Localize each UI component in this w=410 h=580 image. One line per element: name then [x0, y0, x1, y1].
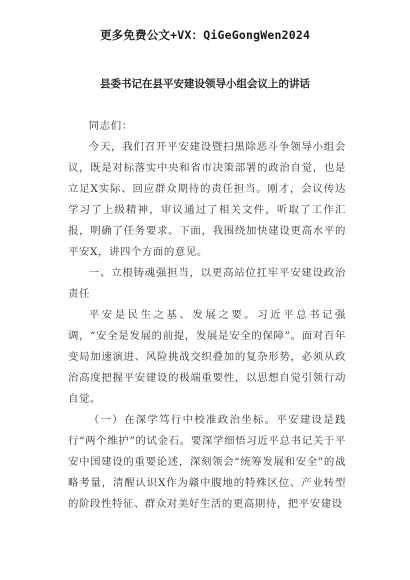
document-body: [68, 116, 346, 515]
section-heading: 一、立根铸魂强担当，以更高站位扛牢平安建设政治责任: [68, 267, 346, 300]
document-title: 县委书记在县平安建设领导小组会议上的讲话: [100, 78, 310, 90]
salutation: 同志们：: [88, 120, 133, 132]
body-paragraph: 今天，我们召开平安建设暨扫黑除恶斗争领导小组会议，既是对标落实中央和省市决策部署的政治自觉，也是立足X实际、回应群众期待的责任担当。刚才，会议传达学习了上级精神，审议通过了相关文件，听取了工作汇报，明确了任务要求。下面，我围绕加快建设更高水平的平安X，讲四个方面的意见。: [68, 141, 346, 258]
promo-banner: 更多免费公文+VX：QiGeGongWen2024: [99, 28, 311, 42]
body-paragraph: （一）在深学笃行中校准政治坐标。平安建设是践行“两个维护”的试金石。要深学细悟习近平总书记关于平安中国建设的重要论述，深刻领会“统筹发展和安全”的战略考量，清醒认识X作为赣中腹地的特殊区位、产业转型的阶段性特征、群众对美好生活的更高期待，把平安建设: [68, 414, 346, 510]
body-paragraph: 平安是民生之基、发展之要。习近平总书记强调，“安全是发展的前提，发展是安全的保障”。面对百年变局加速演进、风险挑战交织叠加的复杂形势，必须从政治高度把握平安建设的极端重要性，以思想自觉引领行动自觉。: [68, 309, 346, 405]
